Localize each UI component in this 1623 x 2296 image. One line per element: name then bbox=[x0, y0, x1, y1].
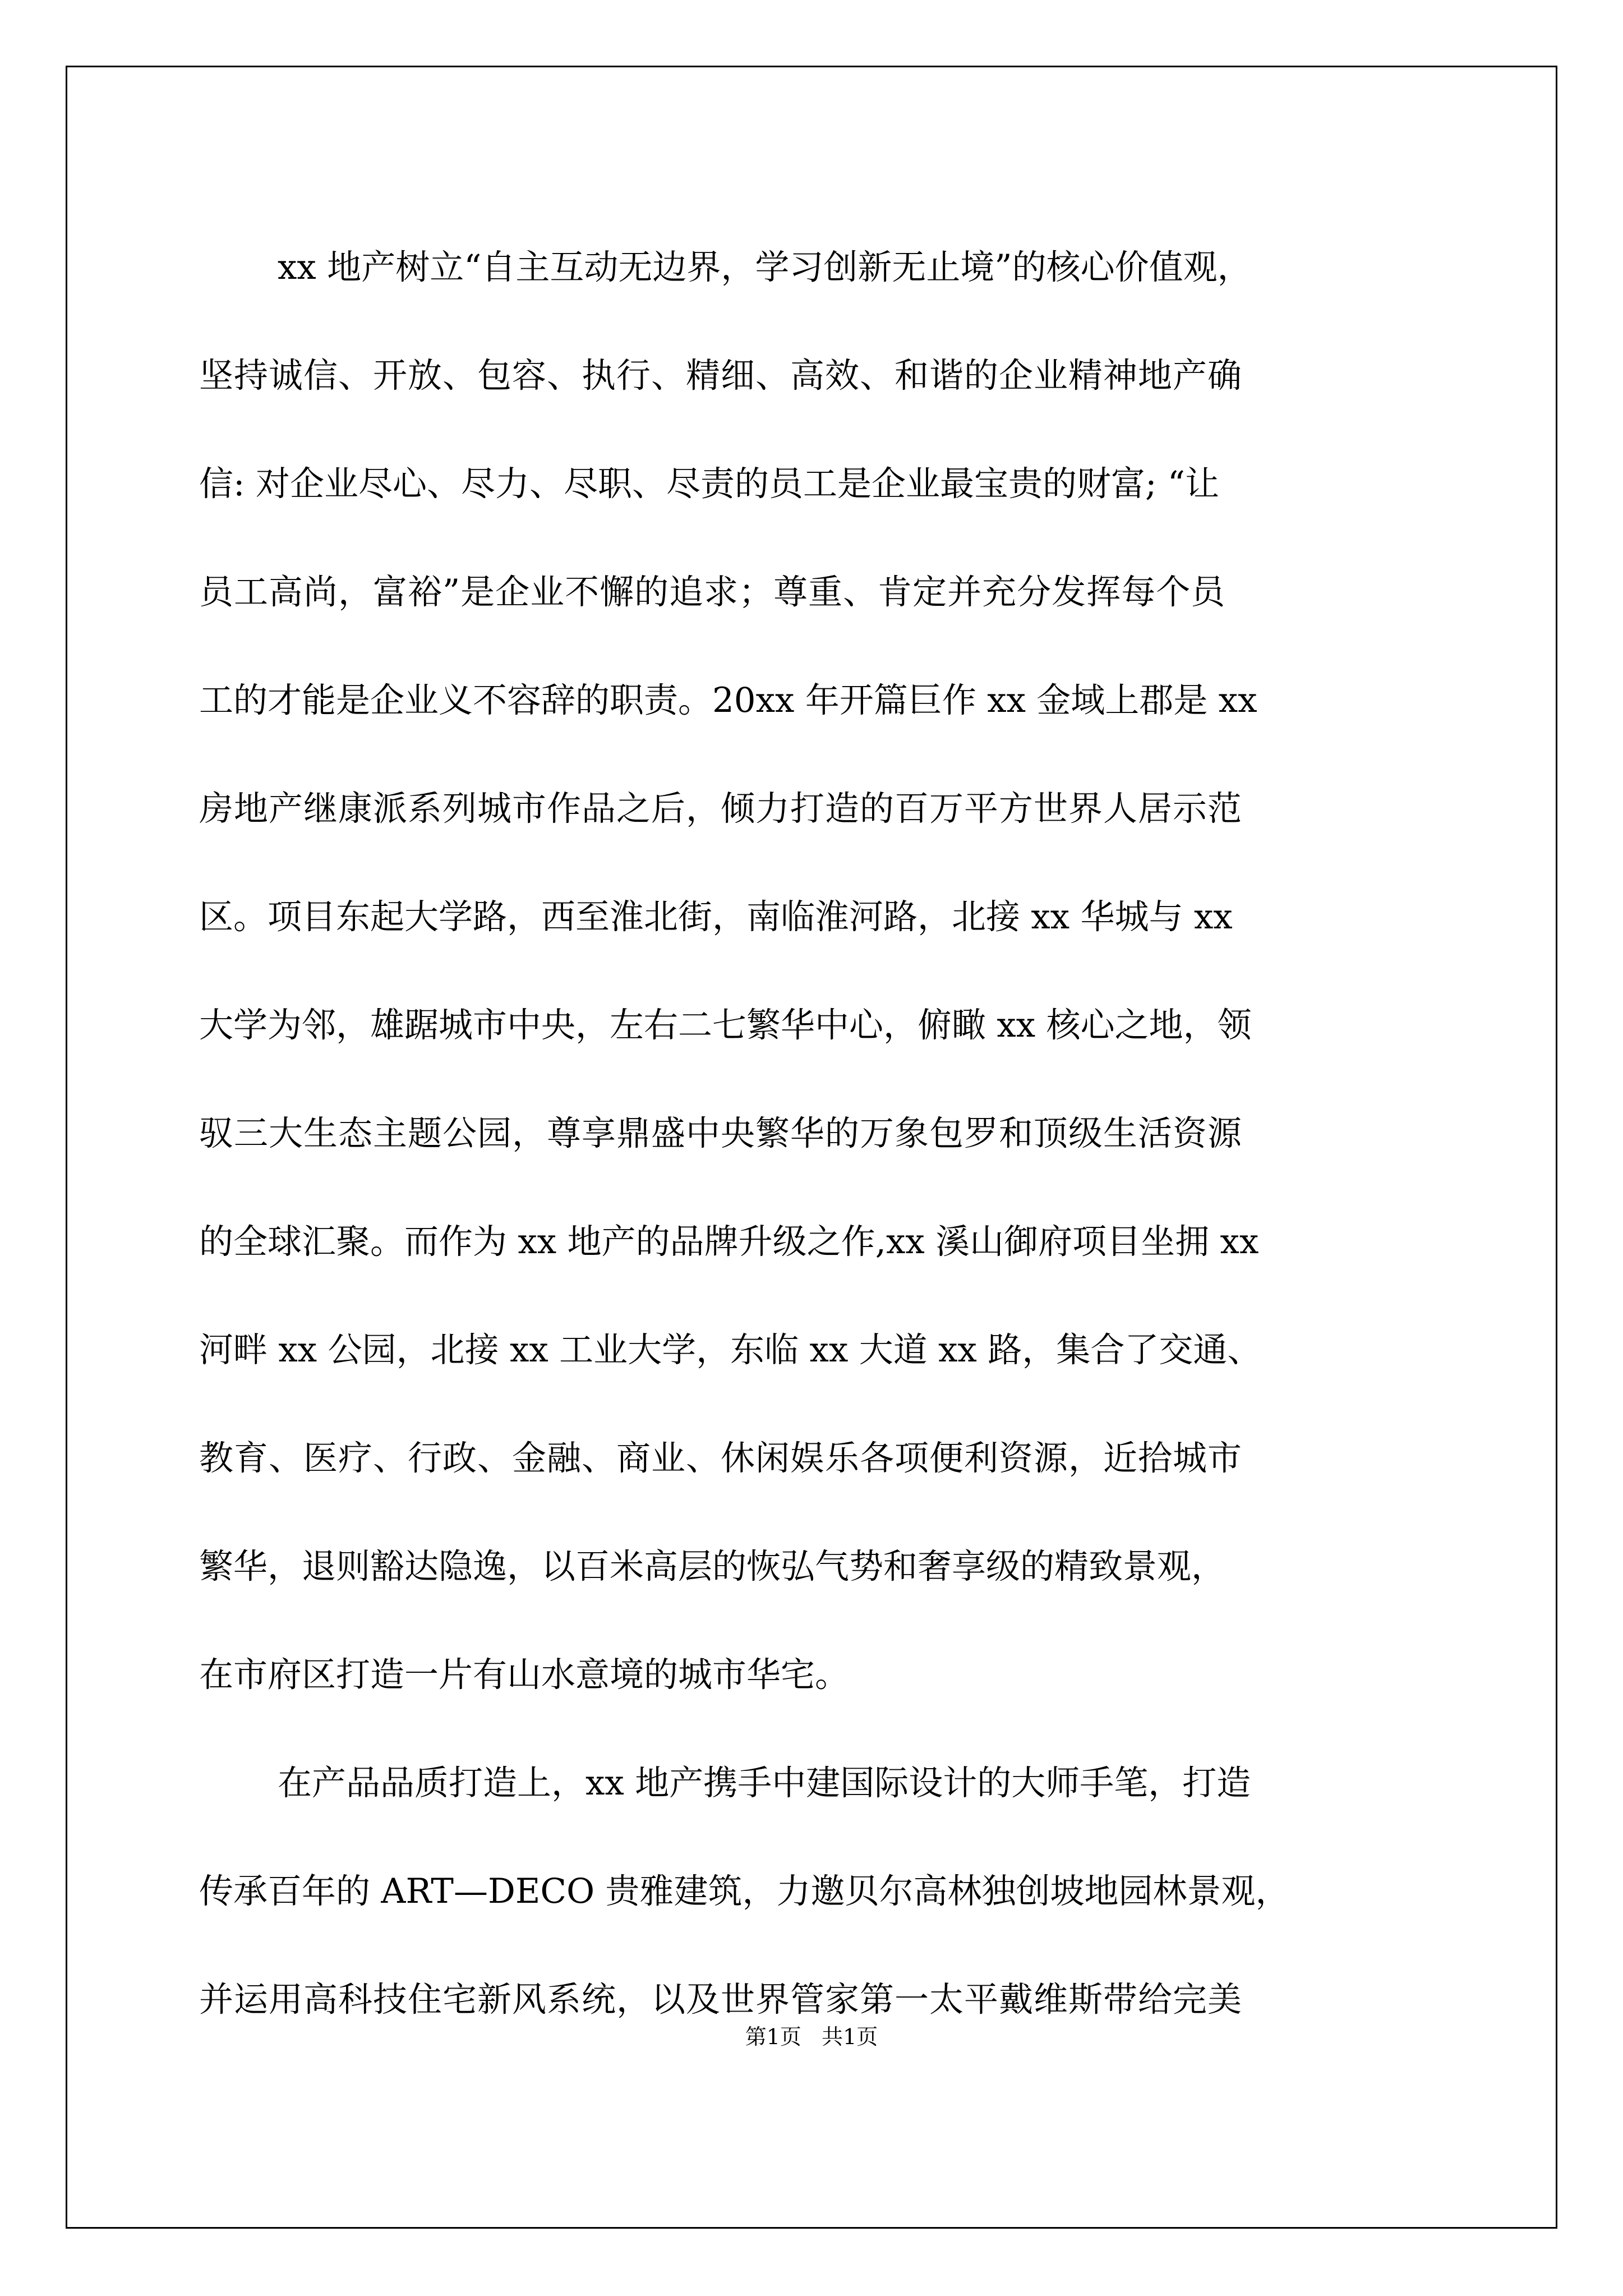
text-line: 传承百年的 ART—DECO 贵雅建筑，力邀贝尔高林独创坡地园林景观， bbox=[199, 1871, 1290, 1911]
text-line: 河畔 xx 公园，北接 xx 工业大学，东临 xx 大道 xx 路，集合了交通、 bbox=[199, 1330, 1262, 1370]
text-line: 房地产继康派系列城市作品之后，倾力打造的百万平方世界人居示范 bbox=[199, 789, 1243, 829]
text-line: 坚持诚信、开放、包容、执行、精细、高效、和谐的企业精神地产确 bbox=[199, 356, 1243, 395]
text-line: 在产品品质打造上，xx 地产携手中建国际设计的大师手笔，打造 bbox=[278, 1763, 1251, 1803]
text-line: 教育、医疗、行政、金融、商业、休闲娱乐各项便利资源，近拾城市 bbox=[199, 1438, 1243, 1478]
text-line: 信: 对企业尽心、尽力、尽职、尽责的员工是企业最宝贵的财富; “让 bbox=[199, 464, 1220, 504]
text-line: 在市府区打造一片有山水意境的城市华宅。 bbox=[199, 1655, 850, 1695]
text-line: 大学为邻，雄踞城市中央，左右二七繁华中心，俯瞰 xx 核心之地，领 bbox=[199, 1005, 1252, 1045]
text-line: 的全球汇聚。而作为 xx 地产的品牌升级之作,xx 溪山御府项目坐拥 xx bbox=[199, 1222, 1259, 1262]
text-line: 繁华，退则豁达隐逸，以百米高层的恢弘气势和奢享级的精致景观， bbox=[199, 1547, 1226, 1586]
page-footer: 第1页 共1页 bbox=[745, 2024, 878, 2049]
text-line: 驭三大生态主题公园，尊享鼎盛中央繁华的万象包罗和顶级生活资源 bbox=[199, 1114, 1243, 1153]
text-line: 员工高尚，富裕”是企业不懈的追求；尊重、肯定并充分发挥每个员 bbox=[199, 572, 1226, 612]
text-line: 工的才能是企业义不容辞的职责。20xx 年开篇巨作 xx 金域上郡是 xx bbox=[199, 680, 1257, 720]
text-line: 区。项目东起大学路，西至淮北街，南临淮河路，北接 xx 华城与 xx bbox=[199, 897, 1233, 937]
text-line: xx 地产树立“自主互动无边界，学习创新无止境”的核心价值观， bbox=[278, 247, 1252, 287]
text-line: 并运用高科技住宅新风系统，以及世界管家第一太平戴维斯带给完美 bbox=[199, 1980, 1243, 2019]
body-text bbox=[199, 213, 1438, 2054]
